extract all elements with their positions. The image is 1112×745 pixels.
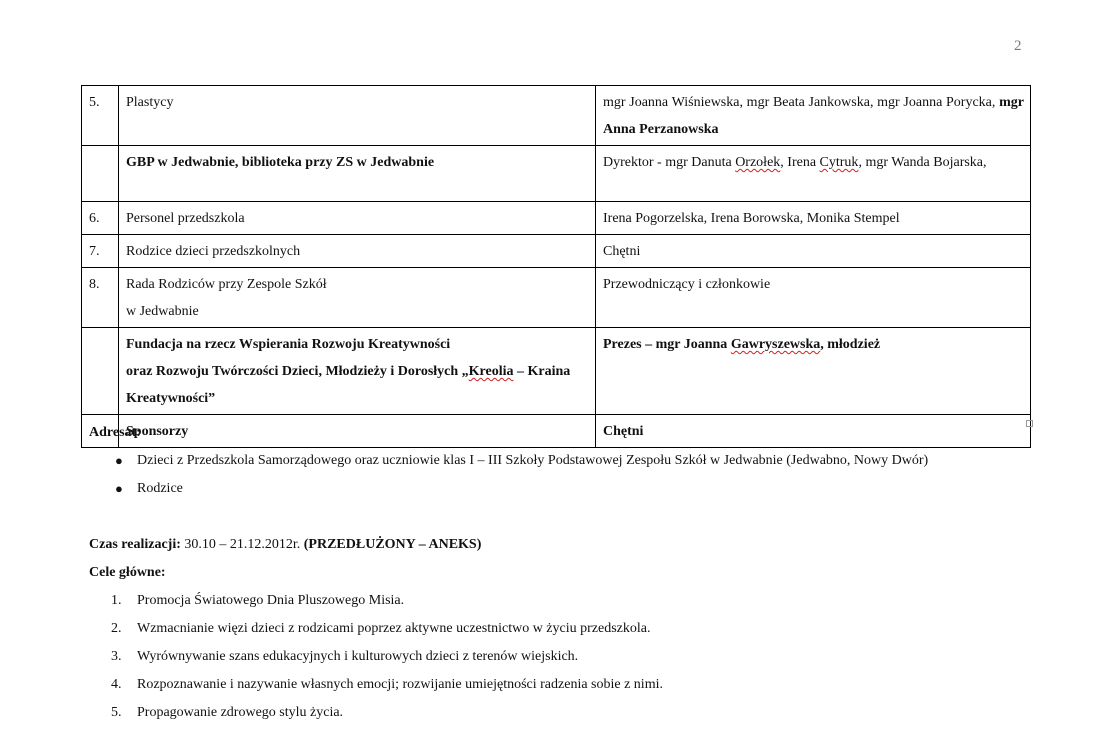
list-item: ● Rodzice [137,475,1023,503]
participant-name: Plastycy [119,86,596,146]
participant-people: Prezes – mgr Joanna Gawryszewska, młodzież [596,328,1031,415]
list-item: ● Dzieci z Przedszkola Samorządowego oraz uczniowie klas I – III Szkoły Podstawowej Zespołu Szkół w Jedwabnie (Jedwabno, Nowy Dwór) [137,447,1023,475]
table-resize-handle[interactable] [1026,420,1033,427]
participant-name: Sponsorzy [119,415,596,448]
participant-name: Fundacja na rzecz Wspierania Rozwoju Kreatywności oraz Rozwoju Twórczości Dzieci, Młodzieży i Dorosłych „Kreolia – Kraina Kreatywności” [119,328,596,415]
participants-table [81,85,1031,448]
table-row [82,86,1031,146]
table-row [82,328,1031,415]
czas-label: Czas realizacji: [89,537,181,552]
czas-note: (PRZEDŁUŻONY – ANEKS) [303,537,482,552]
participant-name: GBP w Jedwabnie, biblioteka przy ZS w Jedwabnie [119,146,596,202]
participant-people: Dyrektor - mgr Danuta Orzołek, Irena Cytruk, mgr Wanda Bojarska, [596,146,1031,202]
participant-people: Irena Pogorzelska, Irena Borowska, Monika Stempel [596,202,1031,235]
participant-people: mgr Joanna Wiśniewska, mgr Beata Jankowska, mgr Joanna Porycka, mgr Anna Perzanowska [596,86,1031,146]
list-item: 4. Rozpoznawanie i nazywanie własnych emocji; rozwijanie umiejętności radzenia sobie z nimi. [111,677,663,692]
row-number [82,146,119,202]
czas-value: 30.10 – 21.12.2012r. [180,537,304,552]
table-row [82,268,1031,328]
cele-list [111,587,663,727]
row-number: 6. [82,202,119,235]
row-number [82,328,119,415]
table-row [82,235,1031,268]
page-number: 2 [1014,38,1022,54]
participant-people: Przewodniczący i członkowie [596,268,1031,328]
adresat-heading: Adresat: [89,425,141,440]
list-item: 5. Propagowanie zdrowego stylu życia. [111,705,344,720]
row-number: 5. [82,86,119,146]
table-row [82,146,1031,202]
bullet-icon: ● [115,481,123,496]
row-number: 7. [82,235,119,268]
cele-heading: Cele główne: [89,565,166,580]
list-item: 1. Promocja Światowego Dnia Pluszowego Misia. [111,593,405,608]
list-item: 2. Wzmacnianie więzi dzieci z rodzicami poprzez aktywne uczestnictwo w życiu przedszkola. [111,621,651,636]
table-row [82,202,1031,235]
adresat-list [115,447,1023,503]
list-item: 3. Wyrównywanie szans edukacyjnych i kulturowych dzieci z terenów wiejskich. [111,649,579,664]
row-number: 8. [82,268,119,328]
participant-name: Rodzice dzieci przedszkolnych [119,235,596,268]
participant-people: Chętni [596,415,1031,448]
participant-name: Rada Rodziców przy Zespole Szkół w Jedwabnie [119,268,596,328]
participant-people: Chętni [596,235,1031,268]
participant-name: Personel przedszkola [119,202,596,235]
bullet-icon: ● [115,453,123,468]
czas-realizacji [89,531,1024,559]
